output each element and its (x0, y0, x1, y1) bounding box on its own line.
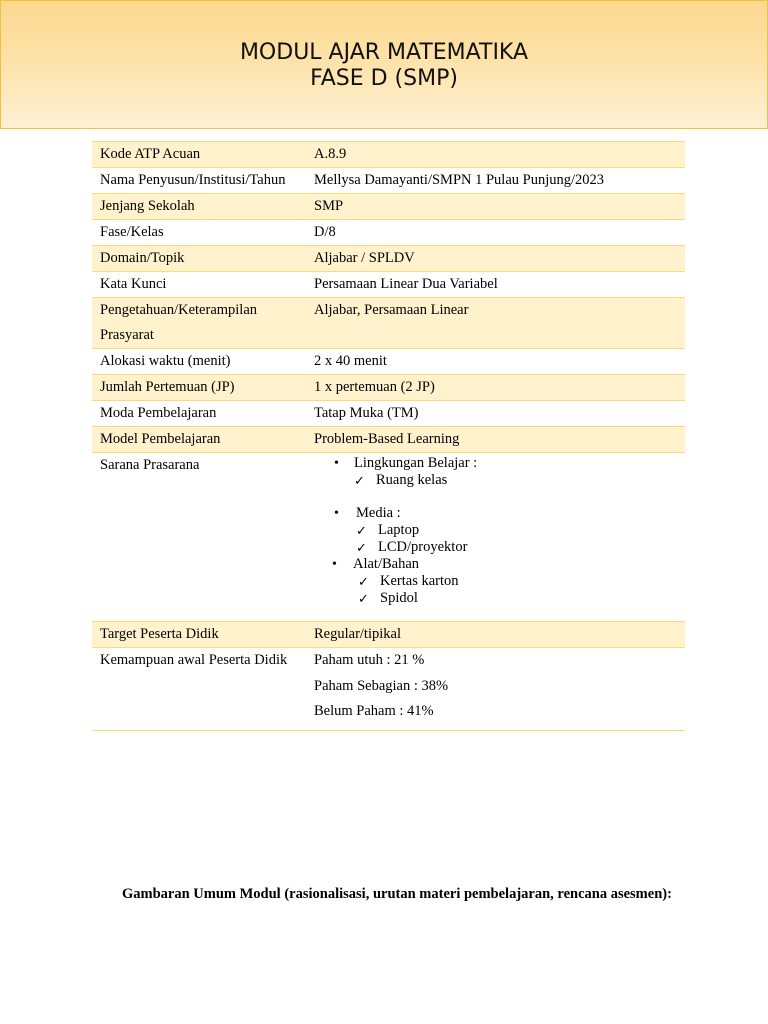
table-row (92, 375, 685, 401)
list-item: Laptop (378, 522, 420, 538)
table-row (92, 246, 685, 272)
table-row (92, 272, 685, 298)
table-row (92, 349, 685, 375)
bullet-icon: • (334, 456, 339, 471)
check-icon: ✓ (354, 473, 365, 488)
row-value: A.8.9 (306, 142, 685, 168)
row-value: Mellysa Damayanti/SMPN 1 Pulau Punjung/2023 (306, 168, 685, 194)
kemampuan-value: Paham Sebagian : 38% (314, 677, 449, 694)
row-label-line: Prasyarat (100, 327, 154, 343)
row-value: 1 x pertemuan (2 JP) (306, 375, 685, 401)
table-row-sarana (92, 453, 685, 622)
row-label: Alokasi waktu (menit) (92, 349, 306, 375)
row-label-line: Pengetahuan/Keterampilan (100, 302, 258, 318)
list-group-title: Media : (356, 505, 401, 521)
list-item: Spidol (380, 590, 418, 606)
row-label: Jenjang Sekolah (92, 194, 306, 220)
check-icon: ✓ (356, 523, 367, 538)
table-row (92, 220, 685, 246)
row-label: Kode ATP Acuan (92, 142, 306, 168)
row-value: D/8 (306, 220, 685, 246)
row-value: Aljabar / SPLDV (306, 246, 685, 272)
row-label: Nama Penyusun/Institusi/Tahun (92, 168, 306, 194)
document-subtitle: FASE D (SMP) (310, 66, 458, 91)
row-value: Regular/tipikal (306, 622, 685, 648)
kemampuan-value: Paham utuh : 21 % (314, 652, 425, 668)
row-label: Sarana Prasarana (92, 453, 306, 622)
document-header-banner (0, 0, 768, 129)
list-item: LCD/proyektor (378, 539, 468, 555)
row-label: Domain/Topik (92, 246, 306, 272)
bullet-icon: • (332, 557, 337, 572)
row-label: Moda Pembelajaran (92, 401, 306, 427)
row-label: Model Pembelajaran (92, 427, 306, 453)
row-value: 2 x 40 menit (306, 349, 685, 375)
bullet-icon: • (334, 506, 339, 521)
row-value (306, 648, 685, 731)
document-title: MODUL AJAR MATEMATIKA (239, 40, 529, 65)
table-row (92, 622, 685, 648)
row-value: Problem-Based Learning (306, 427, 685, 453)
table-row (92, 298, 685, 349)
row-value: Aljabar, Persamaan Linear (306, 298, 685, 349)
row-label: Target Peserta Didik (92, 622, 306, 648)
row-label: Kemampuan awal Peserta Didik (92, 648, 306, 731)
table-row (92, 142, 685, 168)
table-row (92, 401, 685, 427)
row-label: Jumlah Pertemuan (JP) (92, 375, 306, 401)
sarana-list-cell (306, 453, 685, 622)
row-value: Persamaan Linear Dua Variabel (306, 272, 685, 298)
check-icon: ✓ (356, 540, 367, 555)
list-group-title: Alat/Bahan (353, 556, 420, 572)
row-value: Tatap Muka (TM) (306, 401, 685, 427)
kemampuan-value: Belum Paham : 41% (314, 703, 434, 719)
table-row (92, 427, 685, 453)
row-label (92, 298, 306, 349)
list-item: Kertas karton (380, 573, 459, 589)
list-group-title: Lingkungan Belajar : (354, 455, 478, 471)
section-heading: Gambaran Umum Modul (rasionalisasi, urutan materi pembelajaran, rencana asesmen): (122, 886, 672, 902)
table-row (92, 194, 685, 220)
module-info-table (92, 141, 685, 731)
check-icon: ✓ (358, 591, 369, 606)
sarana-list (306, 453, 685, 621)
table-row (92, 168, 685, 194)
row-value: SMP (306, 194, 685, 220)
check-icon: ✓ (358, 574, 369, 589)
row-label: Fase/Kelas (92, 220, 306, 246)
list-item: Ruang kelas (376, 472, 448, 488)
table-row-kemampuan (92, 648, 685, 731)
row-label: Kata Kunci (92, 272, 306, 298)
